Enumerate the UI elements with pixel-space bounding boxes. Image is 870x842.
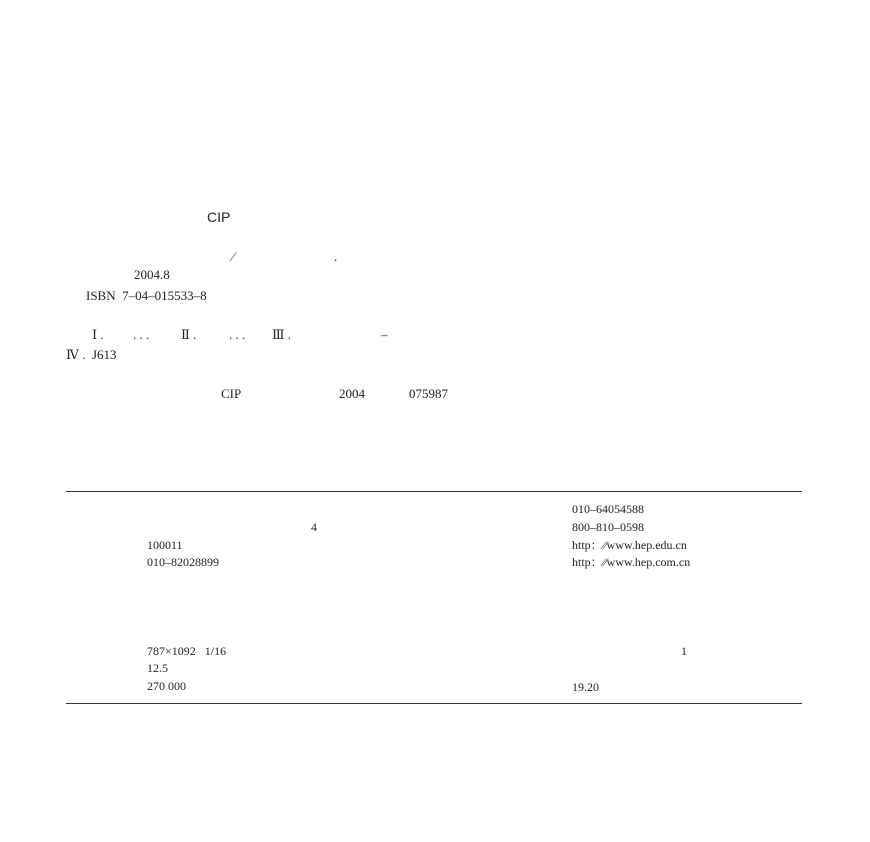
address-number: 4 — [311, 520, 317, 534]
isbn: ISBN 7–04–015533–8 — [86, 288, 207, 303]
phone: 010–82028899 — [147, 555, 219, 569]
subject-dash: – — [381, 327, 388, 342]
printed-sheets: 12.5 — [147, 661, 168, 675]
classification-iv: Ⅳ . J613 — [66, 347, 117, 362]
cip-record-label: CIP — [221, 386, 242, 401]
subject-class-i: Ⅰ . — [92, 327, 104, 342]
title-slash: ⁄ — [232, 249, 235, 264]
order-phone: 010–64054588 — [572, 502, 644, 516]
website-com: http：⁄⁄www.hep.com.cn — [572, 555, 691, 569]
bottom-rule — [66, 703, 802, 704]
cip-heading: CIP — [207, 209, 231, 225]
publication-date: 2004.8 — [134, 267, 170, 282]
top-rule — [66, 491, 802, 492]
subject-dots-1: . . . — [133, 327, 150, 342]
book-format: 787×1092 1/16 — [147, 644, 227, 658]
cip-record-year: 2004 — [339, 386, 365, 401]
subject-class-iii: Ⅲ . — [272, 327, 292, 342]
website-edu: http：⁄⁄www.hep.edu.cn — [572, 538, 687, 552]
price: 19.20 — [572, 680, 599, 694]
word-count: 270 000 — [147, 679, 186, 693]
edition-number: 1 — [681, 644, 687, 658]
title-dot: . — [334, 249, 338, 264]
subject-dots-2: . . . — [229, 327, 246, 342]
subject-class-ii: Ⅱ . — [181, 327, 197, 342]
free-phone: 800–810–0598 — [572, 520, 644, 534]
cip-record-number: 075987 — [409, 386, 448, 401]
postcode: 100011 — [147, 538, 183, 552]
